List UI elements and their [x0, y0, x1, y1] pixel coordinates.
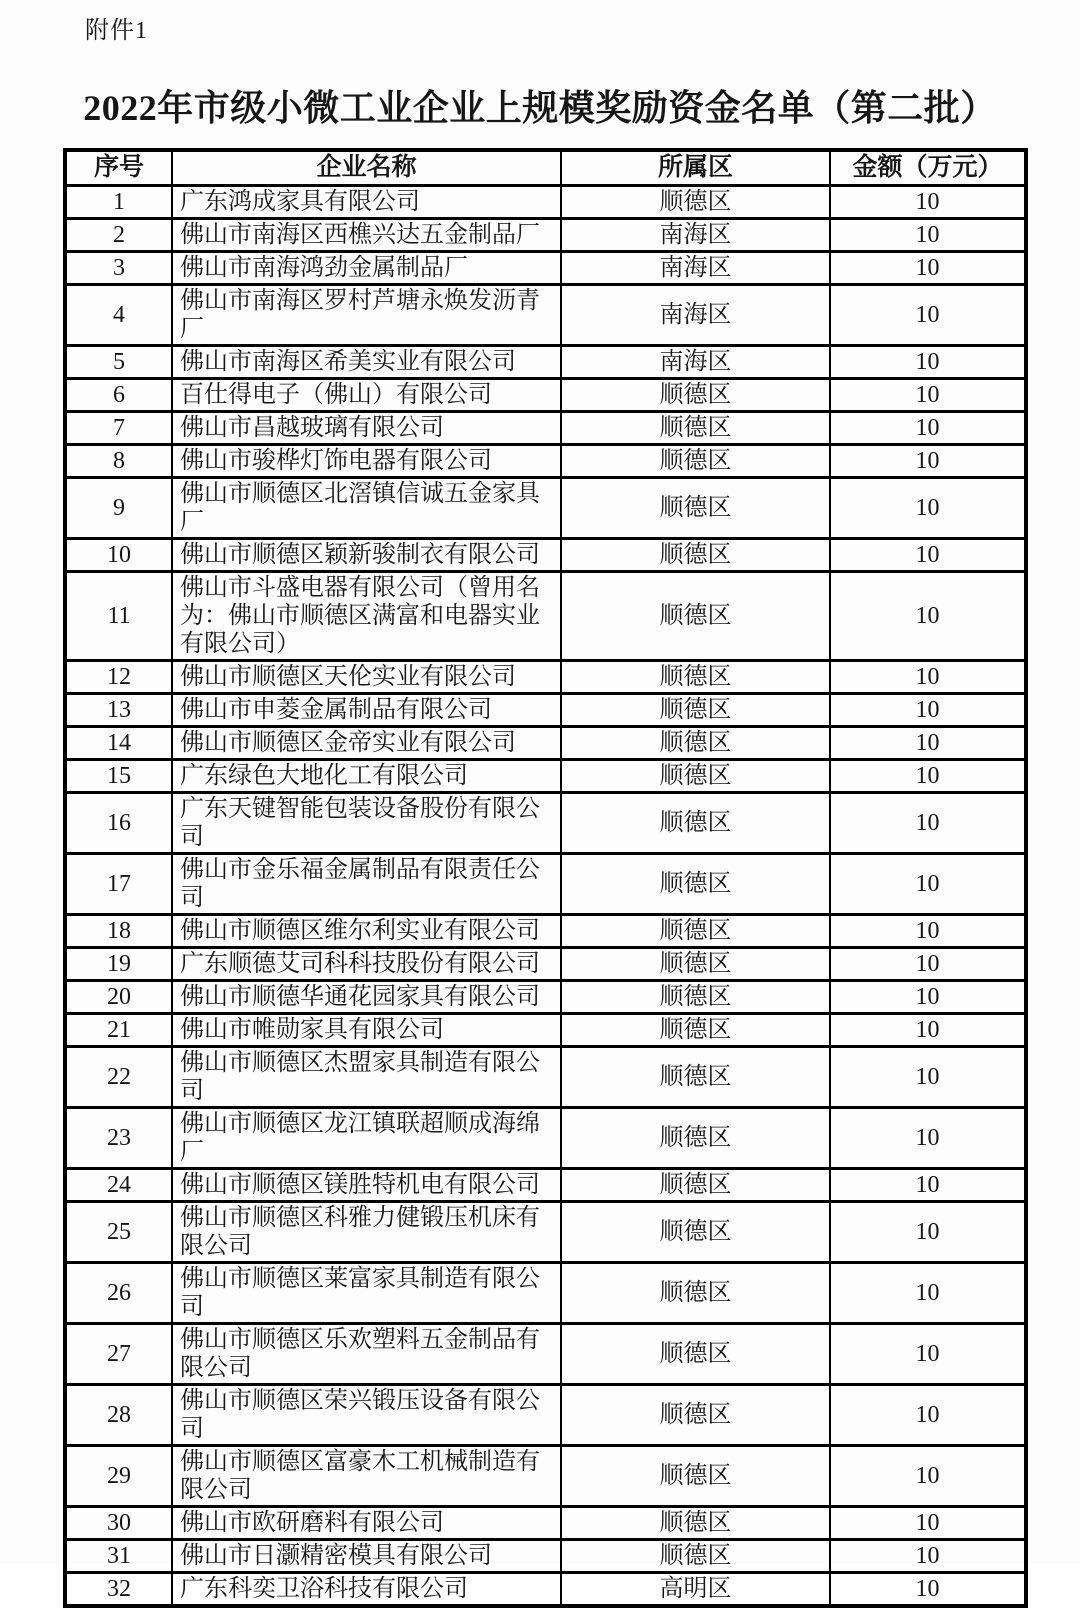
row-number-cell: 17: [65, 854, 172, 915]
table-row: [65, 1169, 1026, 1202]
row-number-cell: 3: [65, 252, 172, 285]
row-number-cell: 2: [65, 219, 172, 252]
table-row: [65, 1047, 1026, 1108]
company-name-cell: 佛山市骏桦灯饰电器有限公司: [172, 445, 561, 478]
amount-cell: 10: [830, 572, 1026, 661]
row-number-cell: 25: [65, 1202, 172, 1263]
district-cell: 顺德区: [561, 445, 830, 478]
district-cell: 顺德区: [561, 694, 830, 727]
row-number-cell: 24: [65, 1169, 172, 1202]
district-cell: 高明区: [561, 1573, 830, 1607]
district-cell: 顺德区: [561, 1324, 830, 1385]
company-name-cell: 广东科奕卫浴科技有限公司: [172, 1573, 561, 1607]
company-name-cell: 佛山市顺德区镁胜特机电有限公司: [172, 1169, 561, 1202]
district-cell: 顺德区: [561, 981, 830, 1014]
company-name-cell: 佛山市斗盛电器有限公司（曾用名为：佛山市顺德区满富和电器实业有限公司）: [172, 572, 561, 661]
table-row: [65, 252, 1026, 285]
table-row: [65, 1385, 1026, 1446]
row-number-cell: 30: [65, 1507, 172, 1540]
company-name-cell: 佛山市顺德区北滘镇信诚五金家具厂: [172, 478, 561, 539]
company-name-cell: 佛山市顺德区龙江镇联超顺成海绵厂: [172, 1108, 561, 1169]
amount-cell: 10: [830, 854, 1026, 915]
table-row: [65, 478, 1026, 539]
district-cell: 顺德区: [561, 915, 830, 948]
table-row: [65, 1202, 1026, 1263]
district-cell: 顺德区: [561, 1540, 830, 1573]
col-header-district: 所属区: [561, 150, 830, 186]
district-cell: 顺德区: [561, 661, 830, 694]
col-header-company-name: 企业名称: [172, 150, 561, 186]
district-cell: 顺德区: [561, 1446, 830, 1507]
amount-cell: 10: [830, 445, 1026, 478]
company-name-cell: 佛山市顺德区金帝实业有限公司: [172, 727, 561, 760]
amount-cell: 10: [830, 1385, 1026, 1446]
company-name-cell: 百仕得电子（佛山）有限公司: [172, 379, 561, 412]
row-number-cell: 11: [65, 572, 172, 661]
district-cell: 顺德区: [561, 1169, 830, 1202]
row-number-cell: 15: [65, 760, 172, 793]
table-row: [65, 854, 1026, 915]
amount-cell: 10: [830, 478, 1026, 539]
table-row: [65, 445, 1026, 478]
company-name-cell: 佛山市南海区西樵兴达五金制品厂: [172, 219, 561, 252]
row-number-cell: 19: [65, 948, 172, 981]
amount-cell: 10: [830, 1108, 1026, 1169]
amount-cell: 10: [830, 793, 1026, 854]
amount-cell: 10: [830, 379, 1026, 412]
page-title: 2022年市级小微工业企业上规模奖励资金名单（第二批）: [83, 88, 997, 128]
company-name-cell: 佛山市欧研磨料有限公司: [172, 1507, 561, 1540]
district-cell: 顺德区: [561, 1108, 830, 1169]
amount-cell: 10: [830, 1014, 1026, 1047]
table-row: [65, 346, 1026, 379]
row-number-cell: 13: [65, 694, 172, 727]
table-row: [65, 1540, 1026, 1573]
amount-cell: 10: [830, 1540, 1026, 1573]
row-number-cell: 18: [65, 915, 172, 948]
table-row: [65, 981, 1026, 1014]
district-cell: 顺德区: [561, 1507, 830, 1540]
company-name-cell: 佛山市南海鸿劲金属制品厂: [172, 252, 561, 285]
company-name-cell: 佛山市顺德区杰盟家具制造有限公司: [172, 1047, 561, 1108]
table-row: [65, 572, 1026, 661]
company-name-cell: 佛山市南海区希美实业有限公司: [172, 346, 561, 379]
table-row: [65, 285, 1026, 346]
district-cell: 顺德区: [561, 379, 830, 412]
amount-cell: 10: [830, 1573, 1026, 1607]
amount-cell: 10: [830, 539, 1026, 572]
company-name-cell: 佛山市顺德区莱富家具制造有限公司: [172, 1263, 561, 1324]
company-name-cell: 佛山市顺德区荣兴锻压设备有限公司: [172, 1385, 561, 1446]
table-row: [65, 694, 1026, 727]
amount-cell: 10: [830, 1202, 1026, 1263]
company-name-cell: 佛山市申菱金属制品有限公司: [172, 694, 561, 727]
amount-cell: 10: [830, 1263, 1026, 1324]
amount-cell: 10: [830, 1169, 1026, 1202]
row-number-cell: 7: [65, 412, 172, 445]
row-number-cell: 23: [65, 1108, 172, 1169]
row-number-cell: 4: [65, 285, 172, 346]
company-name-cell: 佛山市顺德区乐欢塑料五金制品有限公司: [172, 1324, 561, 1385]
district-cell: 顺德区: [561, 186, 830, 219]
table-header-row: [65, 150, 1026, 186]
row-number-cell: 5: [65, 346, 172, 379]
amount-cell: 10: [830, 948, 1026, 981]
table-row: [65, 1324, 1026, 1385]
table-body: [65, 186, 1026, 1607]
amount-cell: 10: [830, 727, 1026, 760]
company-name-cell: 佛山市金乐福金属制品有限责任公司: [172, 854, 561, 915]
table-row: [65, 1507, 1026, 1540]
row-number-cell: 21: [65, 1014, 172, 1047]
table-row: [65, 412, 1026, 445]
row-number-cell: 29: [65, 1446, 172, 1507]
table-row: [65, 1263, 1026, 1324]
district-cell: 顺德区: [561, 1047, 830, 1108]
district-cell: 顺德区: [561, 1202, 830, 1263]
district-cell: 南海区: [561, 219, 830, 252]
amount-cell: 10: [830, 186, 1026, 219]
amount-cell: 10: [830, 285, 1026, 346]
table-row: [65, 1573, 1026, 1607]
company-name-cell: 佛山市顺德区天伦实业有限公司: [172, 661, 561, 694]
row-number-cell: 32: [65, 1573, 172, 1607]
amount-cell: 10: [830, 252, 1026, 285]
company-name-cell: 佛山市日灏精密模具有限公司: [172, 1540, 561, 1573]
company-name-cell: 佛山市顺德区科雅力健锻压机床有限公司: [172, 1202, 561, 1263]
amount-cell: 10: [830, 661, 1026, 694]
table-row: [65, 1446, 1026, 1507]
table-row: [65, 539, 1026, 572]
amount-cell: 10: [830, 1507, 1026, 1540]
district-cell: 顺德区: [561, 1385, 830, 1446]
company-name-cell: 佛山市南海区罗村芦塘永焕发沥青厂: [172, 285, 561, 346]
district-cell: 顺德区: [561, 727, 830, 760]
award-fund-table: [63, 148, 1028, 1608]
company-name-cell: 广东顺德艾司科科技股份有限公司: [172, 948, 561, 981]
district-cell: 顺德区: [561, 854, 830, 915]
row-number-cell: 16: [65, 793, 172, 854]
company-name-cell: 佛山市帷勋家具有限公司: [172, 1014, 561, 1047]
row-number-cell: 28: [65, 1385, 172, 1446]
amount-cell: 10: [830, 915, 1026, 948]
row-number-cell: 26: [65, 1263, 172, 1324]
company-name-cell: 佛山市顺德区富豪木工机械制造有限公司: [172, 1446, 561, 1507]
table-row: [65, 1014, 1026, 1047]
amount-cell: 10: [830, 412, 1026, 445]
amount-cell: 10: [830, 760, 1026, 793]
table-row: [65, 186, 1026, 219]
company-name-cell: 佛山市顺德区维尔利实业有限公司: [172, 915, 561, 948]
row-number-cell: 8: [65, 445, 172, 478]
table-row: [65, 379, 1026, 412]
company-name-cell: 广东鸿成家具有限公司: [172, 186, 561, 219]
district-cell: 顺德区: [561, 539, 830, 572]
district-cell: 南海区: [561, 252, 830, 285]
table-row: [65, 1108, 1026, 1169]
row-number-cell: 1: [65, 186, 172, 219]
district-cell: 顺德区: [561, 793, 830, 854]
district-cell: 顺德区: [561, 1014, 830, 1047]
amount-cell: 10: [830, 694, 1026, 727]
district-cell: 南海区: [561, 285, 830, 346]
amount-cell: 10: [830, 1047, 1026, 1108]
attachment-label: 附件1: [85, 18, 148, 44]
row-number-cell: 20: [65, 981, 172, 1014]
amount-cell: 10: [830, 346, 1026, 379]
table-row: [65, 948, 1026, 981]
row-number-cell: 31: [65, 1540, 172, 1573]
row-number-cell: 27: [65, 1324, 172, 1385]
district-cell: 顺德区: [561, 572, 830, 661]
amount-cell: 10: [830, 981, 1026, 1014]
district-cell: 顺德区: [561, 412, 830, 445]
row-number-cell: 12: [65, 661, 172, 694]
company-name-cell: 广东绿色大地化工有限公司: [172, 760, 561, 793]
amount-cell: 10: [830, 1446, 1026, 1507]
amount-cell: 10: [830, 1324, 1026, 1385]
table-row: [65, 915, 1026, 948]
table-row: [65, 727, 1026, 760]
col-header-number: 序号: [65, 150, 172, 186]
district-cell: 顺德区: [561, 1263, 830, 1324]
company-name-cell: 佛山市昌越玻璃有限公司: [172, 412, 561, 445]
row-number-cell: 14: [65, 727, 172, 760]
table-row: [65, 219, 1026, 252]
table-header: [65, 150, 1026, 186]
company-name-cell: 佛山市顺德区颖新骏制衣有限公司: [172, 539, 561, 572]
row-number-cell: 6: [65, 379, 172, 412]
row-number-cell: 9: [65, 478, 172, 539]
company-name-cell: 广东天键智能包装设备股份有限公司: [172, 793, 561, 854]
table-row: [65, 793, 1026, 854]
amount-cell: 10: [830, 219, 1026, 252]
district-cell: 顺德区: [561, 948, 830, 981]
table-row: [65, 661, 1026, 694]
row-number-cell: 22: [65, 1047, 172, 1108]
district-cell: 顺德区: [561, 478, 830, 539]
district-cell: 南海区: [561, 346, 830, 379]
row-number-cell: 10: [65, 539, 172, 572]
company-name-cell: 佛山市顺德华通花园家具有限公司: [172, 981, 561, 1014]
district-cell: 顺德区: [561, 760, 830, 793]
table-row: [65, 760, 1026, 793]
col-header-amount: 金额（万元）: [830, 150, 1026, 186]
